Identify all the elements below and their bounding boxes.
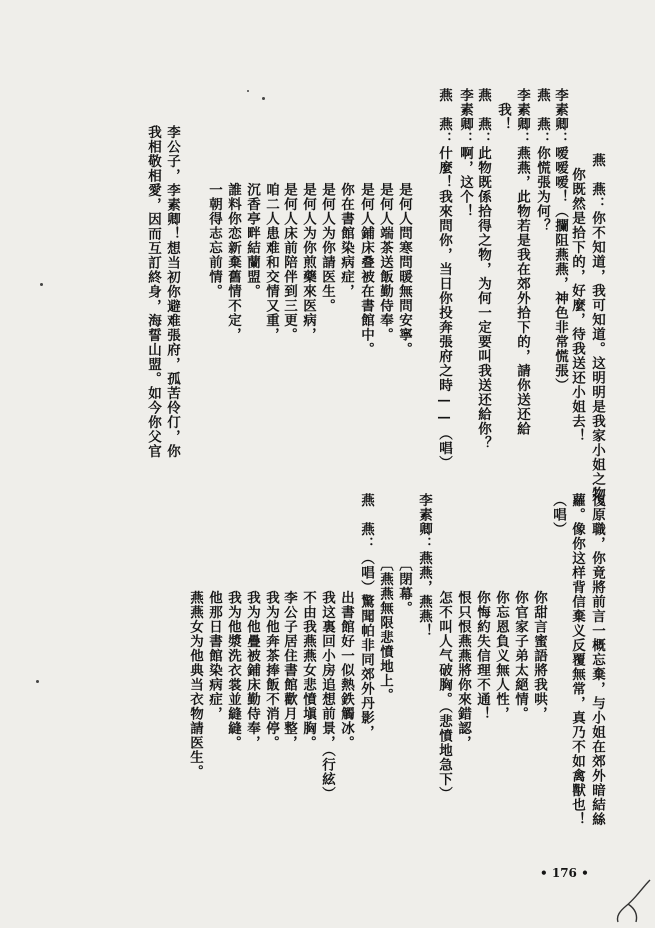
text-column: 是何人为你煎藥來医病，	[300, 168, 316, 342]
text-column: 我这裏回小房追想前景，（行絃）	[319, 576, 335, 802]
text-column: 〔閉幕。	[396, 550, 412, 616]
text-column: 他那日書館染病症，	[206, 576, 222, 721]
text-column: 是何人为你請医生。	[319, 168, 335, 313]
text-column: 你在書館染病症，	[338, 168, 354, 299]
text-column: 燕 燕：此物既係拾得之物，为何一定要叫我送还給你？	[475, 88, 491, 451]
text-column: 怎不叫人气破胸。（悲憤地急下）	[436, 576, 452, 802]
text-column: 是何人床前陪伴到三更。	[281, 168, 297, 342]
text-column: 我相敬相愛，因而互訂終身，海誓山盟。如今你父官	[145, 125, 161, 459]
text-column: 出書館好一似熱鉄觸冰。	[338, 576, 354, 750]
text-column: 你既然是拾下的，好麼，待我送还小姐去！	[569, 153, 585, 443]
scan-speck	[40, 283, 43, 286]
text-column: 你甜言蜜語將我哄，	[531, 576, 547, 721]
text-column: 我为他漿洗衣裳並縫縫。	[225, 576, 241, 750]
text-column: 復原職，你竟將前言一概忘棄，与小姐在郊外暗結絲	[589, 493, 605, 827]
text-column: 李公子居住書館歡月整，	[281, 576, 297, 750]
text-column: 李素卿：燕燕，燕燕！	[416, 493, 432, 638]
text-column: 是何人鋪床叠被在書館中。	[358, 168, 374, 357]
page-curl-mark	[614, 878, 652, 924]
text-column: 是何人端茶送飯勤侍奉。	[377, 168, 393, 342]
page-number: • 176 •	[540, 866, 589, 880]
text-column: 一朝得志忘前情。	[206, 168, 222, 299]
text-column: 你官家子弟太絕情。	[512, 576, 528, 721]
text-column: 燕燕女为他典当衣物請医生。	[187, 576, 203, 779]
text-column: 咱二人患难和交情又重，	[263, 168, 279, 342]
text-column: 蘿。像你这样背信棄义反覆無常，真乃不如禽獸也！	[569, 493, 585, 827]
text-column: 燕 燕：你慌張为何？	[534, 88, 550, 233]
text-column: 誰料你恋新棄舊情不定，	[225, 168, 241, 342]
text-column: 我为他奔茶捧飯不消停。	[263, 576, 279, 750]
scan-speck	[36, 680, 39, 683]
text-column: （唱）	[550, 493, 566, 537]
text-column: 燕 燕：什麼！我來問你，当日你投奔張府之時——（唱）	[436, 88, 452, 470]
text-column: 我为他疊被鋪床勤侍奉，	[244, 576, 260, 750]
text-column: 你悔約失信理不通！	[474, 576, 490, 721]
text-column: 你忘恩負义無人性，	[493, 576, 509, 721]
text-column: 不由我燕燕女悲憤塡胸。	[300, 576, 316, 750]
text-column: 沉香亭畔結蘭盟。	[244, 168, 260, 299]
text-column: 燕 燕：你不知道，我可知道。这明明是我家小姐之物。	[589, 153, 605, 516]
text-column: 李素卿：嗳嗳嗳！（攔阻燕燕，神色非常慌張）	[552, 88, 568, 393]
text-column: 〔燕燕無限悲憤地上。	[377, 550, 393, 703]
text-column: 恨只恨燕燕將你來錯認，	[455, 576, 471, 750]
scan-speck	[262, 97, 265, 100]
text-column: 我！	[495, 88, 511, 132]
text-column: 是何人問寒問暖無問安寧。	[396, 168, 412, 357]
text-column: 燕 燕：（唱）驚聞帕非同郊外丹影，	[358, 493, 374, 740]
scan-speck	[247, 90, 249, 92]
text-column: 李公子，李素卿！想当初你避难張府，孤苦伶仃，你	[164, 125, 180, 459]
text-column: 李素卿：啊，这个！	[457, 88, 473, 219]
text-column: 李素卿：燕燕，此物若是我在郊外拾下的，請你送还給	[514, 88, 530, 436]
